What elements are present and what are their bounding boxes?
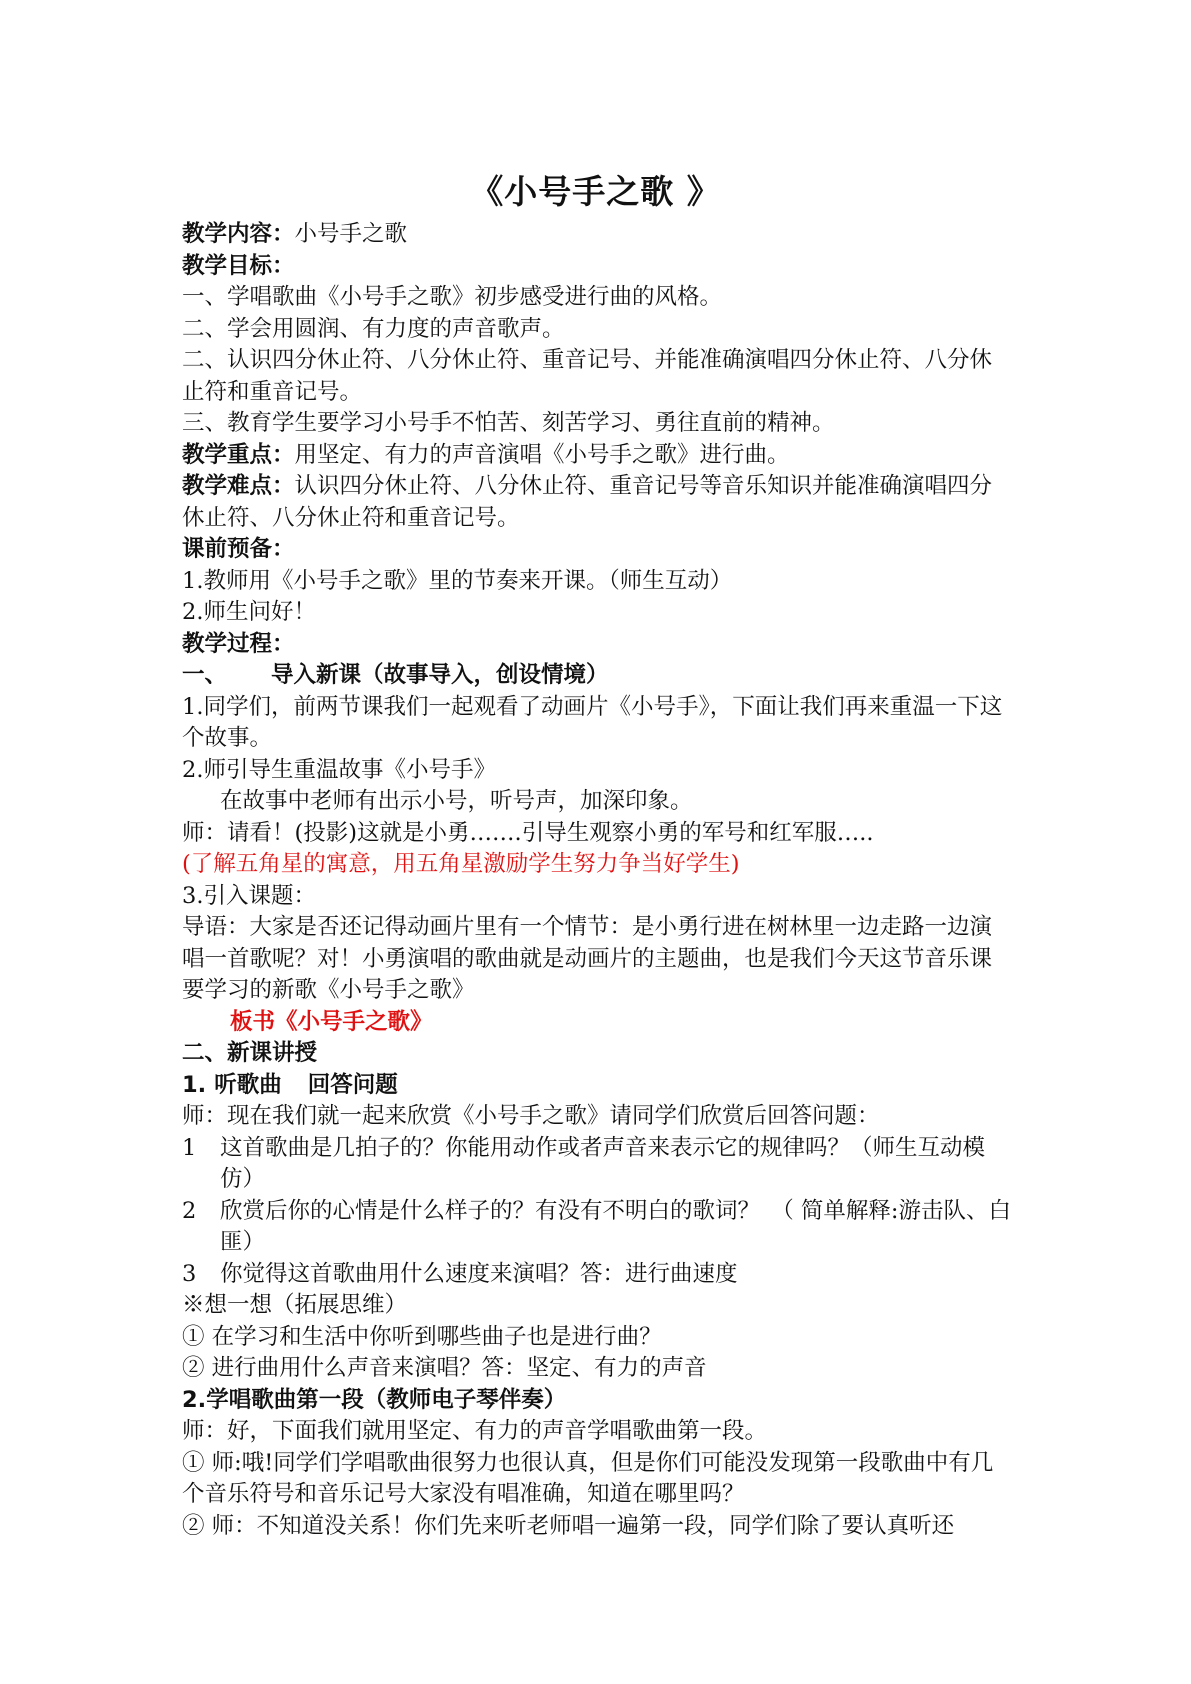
section1-line: 2.师引导生重温故事《小号手》 — [182, 756, 496, 783]
prep-label: 课前预备： — [182, 536, 295, 562]
sub1-heading — [182, 1070, 1012, 1102]
section2-heading: 二、新课讲授 — [182, 1040, 318, 1066]
teaching-content — [182, 219, 1012, 251]
sub2-line: ① 师:哦!同学们学唱歌曲很努力也很认真，但是你们可能没发现第一段歌曲中有几个音乐符号和音乐记号大家没有唱准确，知道在哪里吗？ — [182, 1449, 994, 1507]
teaching-goals-label: 教学目标： — [182, 252, 295, 279]
goal-item: 二、认识四分休止符、八分休止符、重音记号、并能准确演唱四分休止符、八分休止符和重音记号。 — [182, 347, 993, 405]
goal-item: 一、学唱歌曲《小号手之歌》初步感受进行曲的风格。 — [182, 284, 723, 310]
sub1-intro: 师：现在我们就一起来欣赏《小号手之歌》请同学们欣赏后回答问题： — [182, 1103, 880, 1129]
question-item — [182, 1196, 1012, 1259]
teaching-content-label: 教学内容： — [182, 221, 295, 247]
think-heading: ※想一想（拓展思维） — [182, 1292, 408, 1318]
prep-item: 1.教师用《小号手之歌》里的节奏来开课。（师生互动） — [182, 567, 733, 594]
sub1-title2: 回答问题 — [307, 1071, 398, 1098]
think-item: ① 在学习和生活中你听到哪些曲子也是进行曲？ — [182, 1323, 662, 1350]
key-point-value: 用坚定、有力的声音演唱《小号手之歌》进行曲。 — [294, 441, 790, 468]
blackboard-title: 板书《小号手之歌》 — [230, 1008, 433, 1035]
sub2-line: 师：好，下面我们就用坚定、有力的声音学唱歌曲第一段。 — [182, 1418, 768, 1444]
key-point-label: 教学重点： — [182, 441, 295, 468]
sub2-line: ② 师：不知道没关系！你们先来听老师唱一遍第一段，同学们除了要认真听还 — [182, 1512, 955, 1539]
section1-line: 在故事中老师有出示小号，听号声，加深印象。 — [220, 788, 693, 814]
question-num: 3 — [182, 1260, 197, 1287]
section1-line: 1.同学们，前两节课我们一起观看了动画片《小号手》，下面让我们再来重温一下这个故事。 — [182, 693, 1003, 751]
goal-item: 三、教育学生要学习小号手不怕苦、刻苦学习、勇往直前的精神。 — [182, 410, 835, 436]
difficulty-value: 认识四分休止符、八分休止符、重音记号等音乐知识并能准确演唱四分休止符、八分休止符和重音记号。 — [182, 473, 993, 531]
section1-num: 一、 — [182, 662, 228, 688]
sub1-title1: 听歌曲 — [214, 1071, 282, 1098]
question-num: 2 — [182, 1197, 197, 1224]
document-body — [182, 219, 1012, 1542]
question-item — [182, 1133, 1012, 1196]
section1-title: 导入新课（故事导入，创设情境） — [271, 662, 609, 688]
difficulty-label: 教学难点： — [182, 473, 295, 499]
section1-line: 3.引入课题： — [182, 882, 316, 909]
section1-note-red: (了解五角星的寓意，用五角星激励学生努力争当好学生) — [182, 851, 740, 877]
question-text: 这首歌曲是几拍子的？你能用动作或者声音来表示它的规律吗？（师生互动模仿） — [220, 1134, 986, 1192]
section1-line: 导语：大家是否还记得动画片里有一个情节：是小勇行进在树林里一边走路一边演唱一首歌呢？对！小勇演唱的歌曲就是动画片的主题曲，也是我们今天这节音乐课要学习的新歌《小号手之歌》 — [182, 914, 993, 1003]
sub1-num: 1. — [182, 1071, 207, 1098]
sub2-heading: 2.学唱歌曲第一段（教师电子琴伴奏） — [182, 1386, 567, 1413]
page-title: 《小号手之歌 》 — [470, 172, 721, 211]
prep-item: 2.师生问好！ — [182, 599, 316, 625]
question-text: 你觉得这首歌曲用什么速度来演唱？答：进行曲速度 — [220, 1260, 738, 1287]
section1-heading — [182, 660, 1012, 692]
question-item — [182, 1259, 1012, 1291]
goal-item: 二、学会用圆润、有力度的声音歌声。 — [182, 315, 565, 342]
question-num: 1 — [182, 1134, 197, 1161]
process-label: 教学过程： — [182, 630, 295, 657]
difficulty — [182, 471, 1012, 534]
section1-line: 师：请看！(投影)这就是小勇…….引导生观察小勇的军号和红军服….. — [182, 819, 874, 846]
question-text: 欣赏后你的心情是什么样子的？有没有不明白的歌词？ （ 简单解释:游击队、白匪） — [220, 1197, 1011, 1255]
teaching-content-value: 小号手之歌 — [294, 221, 408, 247]
key-point — [182, 440, 1012, 472]
think-item: ② 进行曲用什么声音来演唱？答：坚定、有力的声音 — [182, 1355, 707, 1381]
